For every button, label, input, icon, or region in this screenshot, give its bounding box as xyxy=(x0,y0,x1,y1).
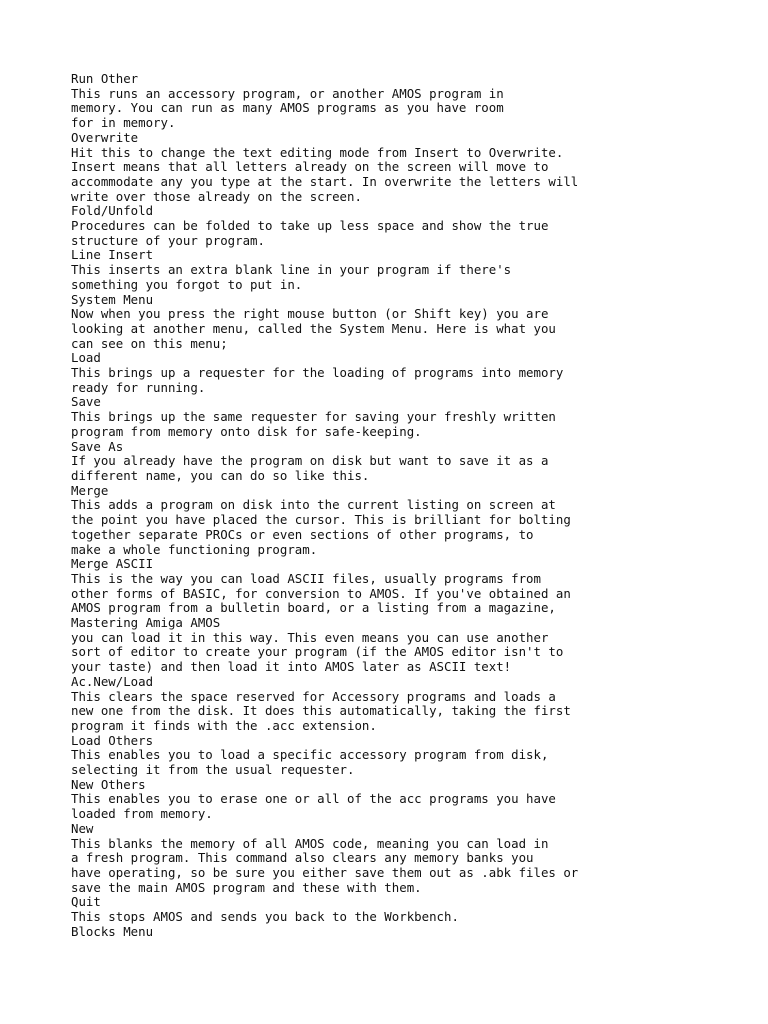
body-line: new one from the disk. It does this automatically, taking the first xyxy=(71,703,571,719)
heading-system-menu: System Menu xyxy=(71,291,154,307)
heading-load: Load xyxy=(71,350,101,366)
heading-ac-new-load: Ac.New/Load xyxy=(71,673,154,689)
body-line: other forms of BASIC, for conversion to AMOS. If you've obtained an xyxy=(71,585,571,601)
body-line: different name, you can do so like this. xyxy=(71,467,370,483)
body-line: This adds a program on disk into the current listing on screen at xyxy=(71,497,556,513)
body-line: sort of editor to create your program (if the AMOS editor isn't to xyxy=(71,644,564,660)
body-line: memory. You can run as many AMOS programs as you have room xyxy=(71,100,504,116)
body-line: This runs an accessory program, or another AMOS program in xyxy=(71,85,504,101)
body-line: make a whole functioning program. xyxy=(71,541,318,557)
heading-run-other: Run Other xyxy=(71,71,139,86)
body-line: for in memory. xyxy=(71,115,176,131)
body-line: something you forgot to put in. xyxy=(71,276,303,292)
body-line: This blanks the memory of all AMOS code, meaning you can load in xyxy=(71,835,549,851)
body-line: a fresh program. This command also clears any memory banks you xyxy=(71,850,534,866)
heading-save-as: Save As xyxy=(71,438,124,454)
heading-new: New xyxy=(71,820,94,836)
body-line: This clears the space reserved for Accessory programs and loads a xyxy=(71,688,556,704)
body-line: loaded from memory. xyxy=(71,806,213,822)
document-page xyxy=(71,72,731,939)
heading-overwrite: Overwrite xyxy=(71,129,139,145)
heading-blocks-menu: Blocks Menu xyxy=(71,923,154,939)
body-line: have operating, so be sure you either save them out as .abk files or xyxy=(71,864,579,880)
body-line: your taste) and then load it into AMOS later as ASCII text! xyxy=(71,659,512,675)
body-line: Procedures can be folded to take up less space and show the true xyxy=(71,218,549,234)
body-line: accommodate any you type at the start. In overwrite the letters will xyxy=(71,173,579,189)
body-line: save the main AMOS program and these with them. xyxy=(71,879,422,895)
body-line: This enables you to erase one or all of the acc programs you have xyxy=(71,791,556,807)
body-line: This inserts an extra blank line in your program if there's xyxy=(71,262,512,278)
body-line: looking at another menu, called the System Menu. Here is what you xyxy=(71,320,556,336)
heading-fold-unfold: Fold/Unfold xyxy=(71,203,154,219)
heading-new-others: New Others xyxy=(71,776,146,792)
body-line: program it finds with the .acc extension. xyxy=(71,717,377,733)
body-line: This brings up the same requester for saving your freshly written xyxy=(71,409,556,425)
heading-line-insert: Line Insert xyxy=(71,247,154,263)
body-line: together separate PROCs or even sections of other programs, to xyxy=(71,526,534,542)
body-line: selecting it from the usual requester. xyxy=(71,762,355,778)
body-line: structure of your program. xyxy=(71,232,265,248)
body-line: Hit this to change the text editing mode from Insert to Overwrite. xyxy=(71,144,564,160)
body-line: If you already have the program on disk but want to save it as a xyxy=(71,453,549,469)
heading-quit: Quit xyxy=(71,894,101,910)
body-line: This brings up a requester for the loading of programs into memory xyxy=(71,365,564,381)
heading-merge: Merge xyxy=(71,482,109,498)
body-line: program from memory onto disk for safe-keeping. xyxy=(71,423,422,439)
body-line: This enables you to load a specific accessory program from disk, xyxy=(71,747,549,763)
running-header: Mastering Amiga AMOS xyxy=(71,615,221,631)
heading-save: Save xyxy=(71,394,101,410)
body-line: This stops AMOS and sends you back to the Workbench. xyxy=(71,909,459,925)
body-line: This is the way you can load ASCII files, usually programs from xyxy=(71,570,541,586)
body-line: AMOS program from a bulletin board, or a listing from a magazine, xyxy=(71,600,556,616)
heading-merge-ascii: Merge ASCII xyxy=(71,556,154,572)
body-line: you can load it in this way. This even means you can use another xyxy=(71,629,549,645)
body-line: Now when you press the right mouse button (or Shift key) you are xyxy=(71,306,549,322)
body-line: ready for running. xyxy=(71,379,206,395)
body-line: the point you have placed the cursor. This is brilliant for bolting xyxy=(71,512,571,528)
body-line: Insert means that all letters already on the screen will move to xyxy=(71,159,549,175)
body-line: can see on this menu; xyxy=(71,335,228,351)
heading-load-others: Load Others xyxy=(71,732,154,748)
body-line: write over those already on the screen. xyxy=(71,188,362,204)
